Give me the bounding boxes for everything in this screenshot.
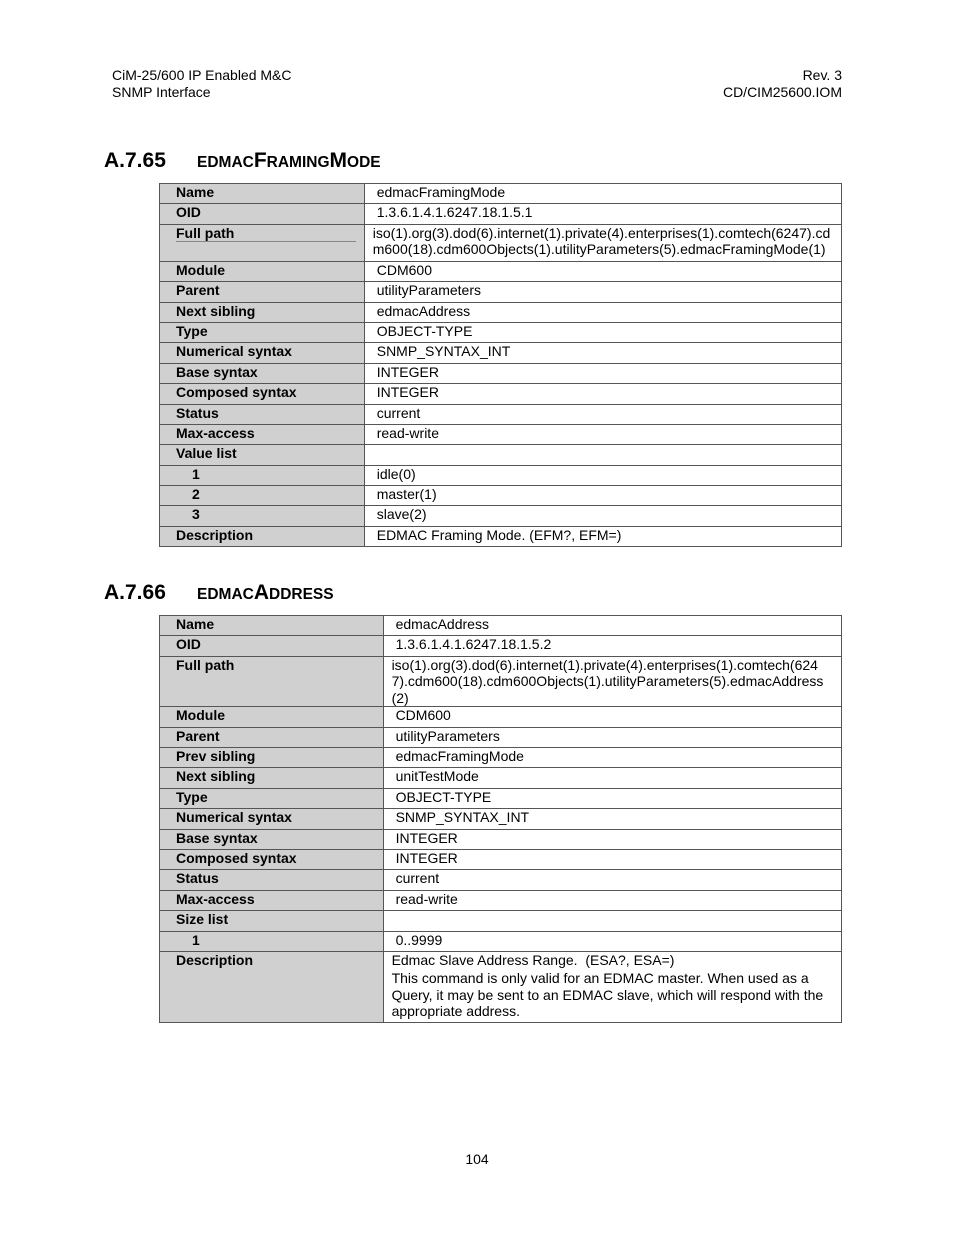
field-label: Status [160,404,365,424]
table-row [160,870,842,890]
section-heading-edmac-address [104,581,334,605]
field-value: OBJECT-TYPE [383,788,841,808]
table-row [160,727,842,747]
field-value [383,911,841,931]
field-value: INTEGER [383,850,841,870]
table-row [160,204,842,224]
section-name-part: F [253,149,267,172]
table-row [160,486,842,506]
field-label: Numerical syntax [160,343,365,363]
section-name [197,149,381,172]
field-value: master(1) [364,486,841,506]
field-label: Prev sibling [160,748,384,768]
field-label: Parent [160,282,365,302]
section-name-part: EDMAC [197,586,254,603]
field-value: 1.3.6.1.4.1.6247.18.1.5.1 [364,204,841,224]
table-row [160,445,842,465]
field-label: Composed syntax [160,384,365,404]
field-label: Type [160,322,365,342]
field-value: idle(0) [364,465,841,485]
field-label: Name [160,184,365,204]
header-product-title: CiM-25/600 IP Enabled M&C [112,67,292,83]
table-row [160,890,842,910]
field-label: Size list [160,911,384,931]
table-row [160,951,842,1022]
section-name-part: RAMING [266,154,330,171]
field-value: utilityParameters [383,727,841,747]
section-number: A.7.66 [104,581,166,604]
field-label: Next sibling [160,768,384,788]
section-name-part: A [253,581,270,604]
field-label: Next sibling [160,302,365,322]
page-header-right [723,67,842,100]
header-subtitle: SNMP Interface [112,83,211,100]
table-row [160,363,842,383]
section-heading-edmac-framing-mode [104,149,381,173]
field-label: 2 [160,486,365,506]
field-value: edmacAddress [383,616,841,636]
field-value: iso(1).org(3).dod(6).internet(1).private(4).enterprises(1).comtech(6247).cdm600(18).cdm600Objects(1).utilityParameters(5).edmacFramingMode(1) [364,224,841,261]
field-label: OID [160,636,384,656]
field-label: 3 [160,506,365,526]
section-name [197,581,334,604]
description-line: Edmac Slave Address Range. (ESA?, ESA=) [391,951,675,968]
page-header-left [112,67,292,100]
section-name-part: EDMAC [197,154,254,171]
field-value [383,951,841,1022]
field-value: read-write [364,424,841,444]
section-name-part: ODE [347,154,381,171]
field-label: Composed syntax [160,850,384,870]
table-row [160,384,842,404]
field-value: CDM600 [364,261,841,281]
field-value: utilityParameters [364,282,841,302]
field-label-text: Full path [176,225,356,243]
field-value [364,445,841,465]
section-name-part: DDRESS [269,586,334,603]
field-label: Numerical syntax [160,809,384,829]
field-value: INTEGER [364,384,841,404]
table-row [160,282,842,302]
field-label: Base syntax [160,363,365,383]
table-row [160,829,842,849]
field-label: Full path [160,656,384,707]
field-value: OBJECT-TYPE [364,322,841,342]
field-label: Base syntax [160,829,384,849]
field-value: edmacAddress [364,302,841,322]
table-row [160,707,842,727]
field-value: edmacFramingMode [364,184,841,204]
table-row [160,526,842,546]
field-value: EDMAC Framing Mode. (EFM?, EFM=) [364,526,841,546]
table-row [160,424,842,444]
table-row [160,911,842,931]
table-row [160,506,842,526]
description-paragraph: This command is only valid for an EDMAC master. When used as a Query, it may be sent to an EDMAC slave, which will respond with the appropriate address. [391,970,824,1020]
table-row [160,465,842,485]
table-row [160,809,842,829]
table-row [160,616,842,636]
mib-table-edmac-framing-mode [159,183,842,547]
table-row [160,656,842,707]
field-value: read-write [383,890,841,910]
field-label: OID [160,204,365,224]
page-number: 104 [465,1151,489,1167]
section-name-part: M [329,149,348,172]
table-row [160,636,842,656]
table-row [160,850,842,870]
field-value: SNMP_SYNTAX_INT [383,809,841,829]
table-row [160,404,842,424]
table-row [160,931,842,951]
field-label: Status [160,870,384,890]
section-number: A.7.65 [104,149,166,172]
field-value: 1.3.6.1.4.1.6247.18.1.5.2 [383,636,841,656]
field-label: Description [160,951,384,1022]
field-label: Max-access [160,890,384,910]
table-row [160,184,842,204]
field-label: 1 [160,465,365,485]
field-label: Value list [160,445,365,465]
field-label [160,224,365,261]
field-value: iso(1).org(3).dod(6).internet(1).private(4).enterprises(1).comtech(6247).cdm600(18).cdm600Objects(1).utilityParameters(5).edmacAddress(2) [383,656,841,707]
field-value: unitTestMode [383,768,841,788]
table-row [160,302,842,322]
table-row [160,748,842,768]
table-row [160,261,842,281]
header-revision: Rev. 3 [802,67,842,83]
mib-table-edmac-address [159,615,842,1023]
table-row [160,343,842,363]
field-label: Name [160,616,384,636]
field-value: slave(2) [364,506,841,526]
table-row [160,788,842,808]
field-label: Module [160,261,365,281]
table-row [160,322,842,342]
field-label: Description [160,526,365,546]
field-value: SNMP_SYNTAX_INT [364,343,841,363]
field-value: current [364,404,841,424]
field-label: Parent [160,727,384,747]
field-value: edmacFramingMode [383,748,841,768]
header-document-id: CD/CIM25600.IOM [722,83,842,100]
field-value: CDM600 [383,707,841,727]
field-label: Max-access [160,424,365,444]
field-value: INTEGER [364,363,841,383]
field-label: Type [160,788,384,808]
field-value: 0..9999 [383,931,841,951]
field-label: Module [160,707,384,727]
field-value: INTEGER [383,829,841,849]
field-label: 1 [160,931,384,951]
table-row [160,768,842,788]
field-value: current [383,870,841,890]
table-row [160,224,842,261]
